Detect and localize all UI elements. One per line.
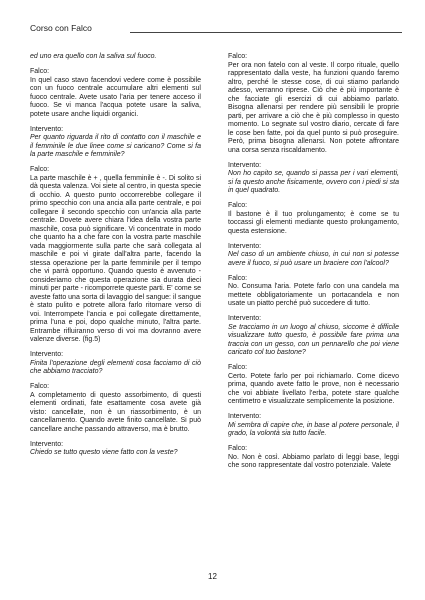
header-rule xyxy=(130,32,402,33)
paragraph: Per quanto riguarda il rito di contatto con il maschile e il femminile le due linee come si caricano? Come si fa la parte maschile e femminile? xyxy=(30,134,201,158)
speaker-label: Intervento: xyxy=(30,125,64,133)
paragraph: ed uno era quello con la saliva sul fuoco. xyxy=(30,53,157,60)
speaker-label: Falco: xyxy=(30,383,50,390)
page-number: 12 xyxy=(208,572,217,581)
paragraph: La parte maschile è + , quella femminile è -. Di solito si dà questa valenza. Voi siete al centro, in questa specie di occhio. A questo punto occorrerebbe collegare il primo specchio con una ancia alla parte centrale, e poi collegare il secondo specchio con un'ancia alla parte centrale. Dovete avere chiara l'idea della vostra parte maschile, cosa può significare. Vi concentrate in modo che quanto ha a che fare con la vostra parte maschile vada maggiormente sulla parte che sarà collegata al maschile e poi vi girate dall'altra parte, facendo la stessa operazione per la parte femminile per il tempo che vi parrà opportuno. Quando questo è avvenuto - consideriamo che questa operazione sia durata dieci minuti per parte - ricomporrete queste parti. E' come se aveste fatto una sorta di lavaggio del sangue: il sangue è stato pulito e potrete allora farlo ritornare verso di voi. Interrompete l'ancia e poi collegate direttamente, prima l'una e poi, dopo qualche minuto, l'altra parte. Entrambe rifluiranno verso di voi ma dovranno avere valenze diverse. (fig.5) xyxy=(30,174,201,343)
paragraph: Nel caso di un ambiente chiuso, in cui non si potesse avere il fuoco, si può usare un braciere con l'alcool? xyxy=(228,251,399,267)
paragraph: Per ora non fatelo con al veste. Il corpo rituale, quello rappresentato dalla veste, ha funzioni quando faremo altro, perché le stesse cose, di cui stiamo parlando adesso, verranno riprese. Ciò che è più importante è che facciate gli esercizi di cui abbiamo parlato. Bisogna allenarsi per rendere più sensibili le proprie parti, per arrivare a ciò che è più complesso in questo momento. Lo segnate sul vostro diario, cercate di fare le cose ben fatte, poi da quel punto si può proseguire. Però, prima bisogna allenarsi. Non potete affrontare una corsa senza riscaldamento. xyxy=(228,61,399,154)
paragraph: Non ho capito se, quando si passa per i vari elementi, si fa questo anche fisicamente, ovvero con i piedi si sta in quel quadrato. xyxy=(228,170,399,194)
speaker-label: Intervento: xyxy=(228,161,262,169)
paragraph: Mi sembra di capire che, in base al potere personale, il grado, la volontà sia tutto facile. xyxy=(228,421,399,437)
speaker-label: Intervento: xyxy=(228,315,262,322)
paragraph: No. Non è così. Abbiamo parlato di leggi base, leggi che sono rappresentate dal vostro potenziale. Valete xyxy=(228,453,399,469)
speaker-label: Intervento: xyxy=(228,413,262,420)
header-title: Corso con Falco xyxy=(30,23,92,33)
speaker-label: Intervento: xyxy=(30,440,64,448)
paragraph: No. Consuma l'aria. Potete farlo con una candela ma mettete obbligatoriamente un portacandela e non usate un piatto perché può succedere di tutto. xyxy=(228,283,399,307)
paragraph: In quel caso stavo facendovi vedere come è possibile con un fuoco centrale accumulare altri elementi sul fuoco centrale. Avete usato l'aria per tenere acceso il fuoco. Se vi manca l'acqua potete usare la saliva, potete usare anche liquidi organici. xyxy=(30,76,201,118)
speaker-label: Falco: xyxy=(30,166,50,173)
speaker-label: Falco: xyxy=(228,445,248,452)
page-header xyxy=(30,23,402,35)
speaker-label: Falco: xyxy=(228,202,248,209)
paragraph: Certo. Potete farlo per poi richiamarlo. Come dicevo prima, quando avete fatto le prove, non è necessario che voi abbiate livellato l'erba, potete stare qualche centimetro e visualizzate semplicemente la posizione. xyxy=(228,372,399,405)
right-column xyxy=(228,53,399,477)
speaker-label: Intervento: xyxy=(30,351,64,358)
left-column xyxy=(30,53,201,464)
speaker-label: Intervento: xyxy=(228,242,262,250)
speaker-label: Falco: xyxy=(228,53,248,60)
paragraph: A completamento di questo assorbimento, di questi elementi ordinati, fate esattamente cosa avete già visto: cancellate, non è un riassorbimento, è un cancellamento. Quando avete finito cancellate. Si può cancellare anche passando attraverso, ma è brutto. xyxy=(30,391,201,433)
speaker-label: Falco: xyxy=(30,68,50,75)
paragraph: Se tracciamo in un luogo al chiuso, siccome è difficile visualizzare tutto questo, è possibile fare prima una traccia con un gesso, con un pennarello che poi viene caricato col tuo bastone? xyxy=(228,323,399,356)
paragraph: Finita l'operazione degli elementi cosa facciamo di ciò che abbiamo tracciato? xyxy=(30,359,201,375)
speaker-label: Falco: xyxy=(228,364,248,371)
paragraph: Chiedo se tutto questo viene fatto con la veste? xyxy=(30,449,178,456)
paragraph: Il bastone è il tuo prolungamento; è come se tu toccassi gli elementi mediante questo prolungamento, questa estensione. xyxy=(228,210,399,235)
speaker-label: Falco: xyxy=(228,274,248,282)
